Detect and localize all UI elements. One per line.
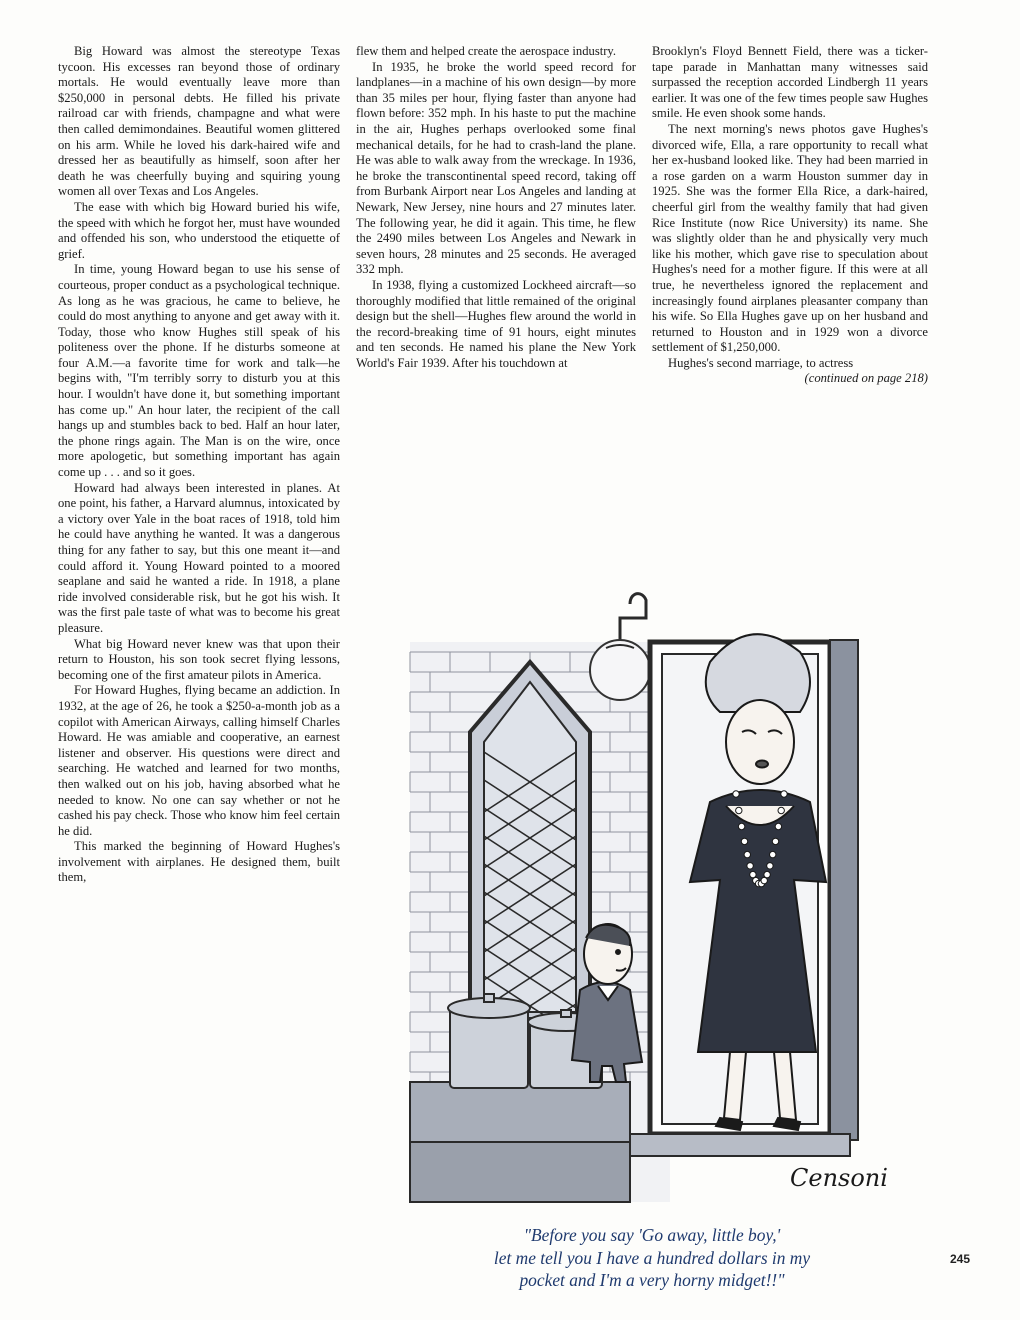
article-paragraph: flew them and helped create the aerospace industry.	[356, 44, 617, 58]
article-column-2	[356, 44, 636, 371]
front-steps	[410, 1082, 630, 1202]
article-paragraph: Brooklyn's Floyd Bennett Field, there was a ticker-tape parade in Manhattan many witnesses said surpassed the reception accorded Lindbergh 11 years earlier. It was one of the few times people saw Hughes smile. He even shook some hands.	[652, 44, 928, 121]
article-paragraph: For Howard Hughes, flying became an addiction. In 1932, at the age of 26, he took a $250-a-month job as a copilot with American Airways, calling himself Charles Howard. He was amiable and cooperative, an earnest listener and observer. His questions were direct and searching. He watched and learned for two months, then walked out on his job, having absorbed what he needed to know. No one can say whether or not he cashed his pay check. Those who know him feel certain he did.	[58, 683, 340, 838]
page-number: 245	[949, 1252, 970, 1266]
cartoon-caption	[378, 1224, 926, 1292]
article-paragraph: In time, young Howard began to use his sense of courteous, proper conduct as a psychological technique. As long as he was gracious, he came to believe, he could do most anything to anyone and get away with it. Today, those who know Hughes still speak of his politeness over the phone. If he disturbs someone at four A.M.—a favorite time for work and talk—he begins with, "I'm terribly sorry to disturb you at this hour. I wouldn't have done it, but something important has come up." An hour later, the recipient of the call hangs up and stumbles back to bed. Half an hour later, the phone rings again. The Man is on the wire, once more apologetic, but something important has again come up . . . and so it goes.	[58, 262, 340, 480]
caption-line: pocket and I'm a very horny midget!!"	[519, 1270, 785, 1290]
article-paragraph: The next morning's news photos gave Hughes's divorced wife, Ella, a rare opportunity to recall what her ex-husband looked like. They had been married in a rose garden on a warm Houston summer day in 1925. She was the former Ella Rice, a dark-haired, cheerful girl from the wealthy family that had given Rice Institute (now Rice University) its name. She was slightly older than he and physically very much like his mother, which gave rise to speculation about Hughes's need for a mother figure. If this were at all true, he nevertheless ignored the replacement and increasingly found airplanes pleasanter company than his wife. So Ella Hughes gave up on her husband and returned to Houston and in 1929 won a divorce settlement of $1,250,000.	[652, 121, 928, 355]
continued-note: (continued on page 218)	[804, 371, 928, 386]
article-paragraph: In 1935, he broke the world speed record for landplanes—in a machine of his own design—by more than 35 miles per hour, flying faster than anyone had flown before: 352 mph. In his haste to put the machine in the air, Hughes perhaps overlooked some final mechanical details, for he had to crash-land the plane. He was able to walk away from the wreckage. In 1936, he broke the transcontinental speed record, taking off from Burbank Airport near Los Angeles and landing at Newark, New Jersey, nine hours and 27 minutes later. The following year, he did it again. This time, he flew the 2490 miles between Los Angeles and Newark in seven hours, 28 minutes and 25 seconds. He averaged 332 mph.	[356, 59, 636, 277]
article-paragraph: In 1938, flying a customized Lockheed aircraft—so thoroughly modified that little remained of the original design but the shell—Hughes flew around the world in the record-breaking time of 91 hours, eight minutes and ten seconds. He named his plane the New York World's Fair 1939. After his touchdown at	[356, 277, 636, 370]
cartoon-illustration	[380, 582, 940, 1204]
article-paragraph: Howard had always been interested in planes. At one point, his father, a Harvard alumnus, intoxicated by a victory over Yale in the boat races of 1918, told him he could have anything he wanted. It was a dangerous thing for any father to say, but this one meant it—and could afford it. Young Howard pointed to a moored seaplane and said he wanted a ride. In 1918, a plane ride involved considerable risk, but he got his wish. It was the first pale taste of what was to become his great pleasure.	[58, 480, 340, 635]
article-paragraph: This marked the beginning of Howard Hughes's involvement with airplanes. He designed them, built them,	[58, 839, 340, 885]
caption-line: "Before you say 'Go away, little boy,'	[523, 1225, 781, 1245]
article-column-3	[652, 44, 928, 387]
article-paragraph: Big Howard was almost the stereotype Texas tycoon. His excesses ran beyond those of ordinary mortals. He would eventually leave more than $250,000 in personal debts. He filled his private railroad car with friends, champagne and what were then called demimondaines. Beautiful women glittered on his arm. While he loved his dark-haired wife and dressed her as beautifully as himself, soon after her death he was cheerfully buying and squiring young women all over Texas and Los Angeles.	[58, 44, 340, 199]
article-paragraph: What big Howard never knew was that upon their return to Houston, his son took secret flying lessons, becoming one of the first amateur pilots in America.	[58, 636, 340, 682]
artist-signature: Censoni	[790, 1164, 888, 1192]
article-paragraph: Hughes's second marriage, to actress	[668, 355, 854, 370]
article-column-1	[58, 44, 340, 886]
article-paragraph: The ease with which big Howard buried his wife, the speed with which he forgot her, must have wounded and offended his son, who understood the etiquette of grief.	[58, 199, 340, 261]
caption-line: let me tell you I have a hundred dollars in my	[493, 1247, 811, 1268]
